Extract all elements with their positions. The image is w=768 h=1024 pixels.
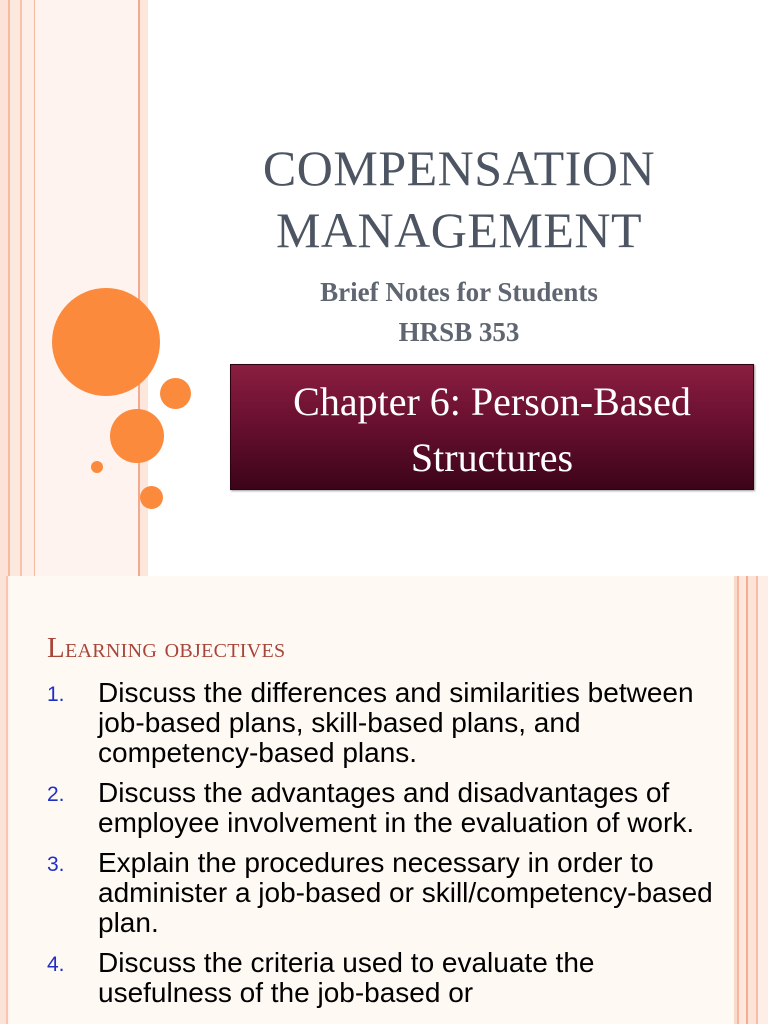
orange-circle-small-2 xyxy=(140,486,163,509)
list-item-number: 2. xyxy=(47,783,65,806)
list-item-number: 3. xyxy=(47,853,65,876)
slide-title-line2: MANAGEMENT xyxy=(275,202,643,258)
list-item xyxy=(47,678,727,768)
orange-circle-tiny xyxy=(91,461,103,473)
list-item xyxy=(47,848,727,938)
chapter-line2: Structures xyxy=(410,435,574,480)
slide-subtitle-course-code: HRSB 353 xyxy=(398,317,520,347)
list-item xyxy=(47,778,727,838)
slide-title-line1: COMPENSATION xyxy=(262,140,656,196)
list-item-number: 1. xyxy=(47,683,65,706)
list-item-number: 4. xyxy=(47,953,65,976)
chapter-banner xyxy=(230,364,754,490)
list-item-text: Discuss the differences and similarities between job-based plans, skill-based plans, and competency-based plans. xyxy=(98,677,694,768)
objectives-list xyxy=(47,678,727,1018)
list-item xyxy=(47,948,727,1008)
decorative-stripe-left xyxy=(0,576,10,1024)
orange-circle-large xyxy=(52,288,160,396)
list-item-text: Discuss the criteria used to evaluate the usefulness of the job-based or xyxy=(98,947,595,1008)
decorative-stripe-band xyxy=(0,0,148,576)
slide-subtitle-line1: Brief Notes for Students xyxy=(320,277,598,307)
chapter-line1: Chapter 6: Person-Based xyxy=(293,379,691,424)
objectives-heading: Learning objectives xyxy=(47,632,286,664)
list-item-text: Discuss the advantages and disadvantages of employee involvement in the evaluation of work. xyxy=(98,777,695,838)
decorative-stripe-band-right xyxy=(734,576,768,1024)
orange-circle-small xyxy=(160,378,191,409)
orange-circle-medium xyxy=(110,409,164,463)
list-item-text: Explain the procedures necessary in order to administer a job-based or skill/competency-based plan. xyxy=(98,847,713,938)
